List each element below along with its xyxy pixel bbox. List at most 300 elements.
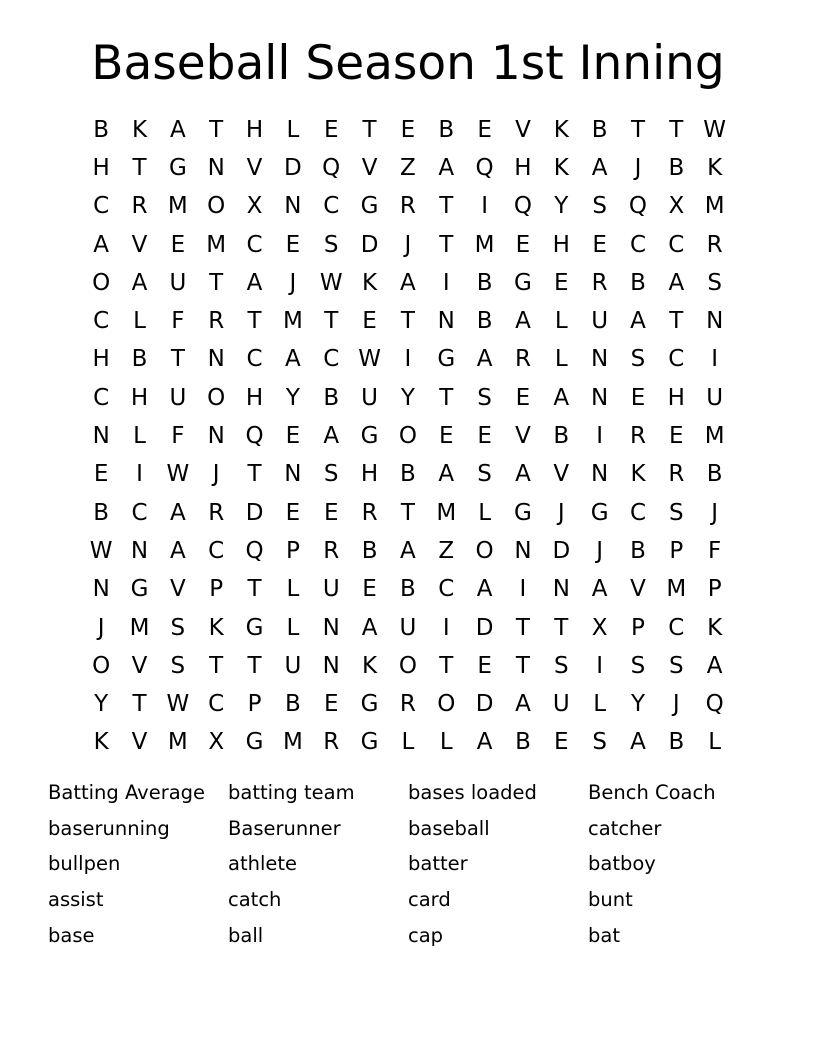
grid-letter: R <box>668 461 685 488</box>
grid-letter: A <box>591 576 608 603</box>
grid-letter: H <box>130 384 149 411</box>
grid-letter: C <box>323 193 340 220</box>
word-list-item: assist <box>48 888 104 912</box>
grid-letter: C <box>668 346 685 373</box>
grid-letter: G <box>360 691 379 718</box>
grid-letter: R <box>706 231 723 258</box>
grid-letter: E <box>400 116 416 143</box>
grid-letter: H <box>667 384 685 411</box>
grid-letter: T <box>439 652 454 679</box>
word-list-item: baseball <box>408 816 490 840</box>
grid-letter: S <box>170 614 186 641</box>
grid-letter: K <box>208 614 224 641</box>
grid-letter: N <box>591 384 609 411</box>
grid-letter: E <box>285 499 301 526</box>
grid-letter: L <box>133 308 146 335</box>
grid-letter: Y <box>400 384 415 411</box>
grid-letter: R <box>323 729 340 756</box>
grid-letter: O <box>437 691 456 718</box>
grid-letter: U <box>591 308 609 335</box>
grid-letter: T <box>515 614 530 641</box>
grid-letter: L <box>286 614 300 641</box>
grid-letter: T <box>669 308 684 335</box>
grid-letter: M <box>282 729 303 756</box>
grid-letter: A <box>169 499 186 526</box>
grid-letter: J <box>596 537 604 564</box>
word-list-item: Bench Coach <box>588 781 716 804</box>
grid-letter: T <box>439 193 454 220</box>
grid-letter: E <box>477 652 492 679</box>
grid-letter: L <box>478 499 492 526</box>
grid-letter: B <box>668 154 685 181</box>
grid-letter: X <box>668 193 685 220</box>
grid-letter: W <box>358 346 381 373</box>
grid-letter: A <box>169 537 186 564</box>
grid-letter: O <box>207 384 226 411</box>
grid-letter: B <box>591 116 608 143</box>
grid-letter: S <box>707 269 722 296</box>
grid-letter: M <box>167 729 188 756</box>
grid-letter: R <box>131 193 148 220</box>
grid-letter: Q <box>475 154 494 181</box>
grid-letter: G <box>130 576 149 603</box>
grid-letter: G <box>168 154 187 181</box>
grid-letter: A <box>476 346 493 373</box>
grid-letter: X <box>591 614 608 641</box>
grid-letter: V <box>630 576 646 603</box>
grid-letter: G <box>360 729 379 756</box>
grid-letter: A <box>131 269 148 296</box>
grid-letter: A <box>476 729 493 756</box>
grid-letter: T <box>247 652 262 679</box>
grid-letter: E <box>554 269 569 296</box>
grid-letter: N <box>92 423 110 450</box>
grid-letter: M <box>206 231 227 258</box>
grid-letter: W <box>703 116 727 143</box>
grid-letter: I <box>519 576 527 603</box>
grid-letter: D <box>475 614 494 641</box>
grid-letter: D <box>284 154 302 181</box>
grid-letter: T <box>247 576 262 603</box>
grid-letter: P <box>247 691 262 718</box>
grid-letter: E <box>669 423 684 450</box>
grid-letter: A <box>515 691 531 718</box>
grid-letter: E <box>285 231 301 258</box>
grid-letter: B <box>131 346 148 373</box>
letter-grid <box>82 111 734 762</box>
grid-letter: D <box>552 537 571 564</box>
grid-letter: A <box>706 652 723 679</box>
grid-letter: O <box>398 423 417 450</box>
grid-letter: X <box>246 193 263 220</box>
grid-letter: K <box>362 652 378 679</box>
grid-letter: I <box>404 346 412 373</box>
grid-letter: K <box>630 461 646 488</box>
grid-letter: L <box>286 116 300 143</box>
grid-letter: N <box>207 346 225 373</box>
grid-letter: Z <box>438 537 455 564</box>
word-list-item: baserunning <box>48 816 170 840</box>
grid-letter: K <box>93 729 109 756</box>
grid-letter: R <box>208 499 225 526</box>
word-list-item: card <box>408 888 451 912</box>
grid-letter: E <box>362 308 377 335</box>
grid-letter: J <box>711 499 719 526</box>
grid-letter: T <box>209 652 224 679</box>
grid-letter: N <box>284 193 302 220</box>
grid-letter: U <box>322 576 340 603</box>
grid-letter: K <box>362 269 378 296</box>
grid-letter: X <box>208 729 225 756</box>
grid-letter: J <box>212 461 220 488</box>
grid-letter: E <box>477 116 492 143</box>
grid-letter: R <box>399 691 416 718</box>
grid-letter: S <box>592 193 607 220</box>
grid-letter: G <box>437 346 456 373</box>
grid-letter: V <box>361 154 378 181</box>
grid-letter: J <box>289 269 297 296</box>
grid-letter: C <box>93 193 110 220</box>
grid-letter: P <box>209 576 224 603</box>
grid-letter: B <box>515 729 531 756</box>
grid-letter: K <box>131 116 148 143</box>
word-list-item: batting team <box>228 781 355 804</box>
grid-letter: F <box>171 308 185 335</box>
grid-letter: E <box>630 384 646 411</box>
grid-letter: N <box>591 346 609 373</box>
grid-letter: B <box>93 499 110 526</box>
grid-letter: J <box>672 691 680 718</box>
word-list-item: bat <box>588 923 620 947</box>
grid-letter: C <box>668 614 685 641</box>
grid-letter: N <box>284 461 302 488</box>
grid-letter: A <box>400 537 416 564</box>
word-list-item: batter <box>408 852 468 876</box>
grid-letter: M <box>436 499 457 526</box>
grid-letter: C <box>438 576 455 603</box>
grid-letter: O <box>92 269 111 296</box>
grid-letter: G <box>245 729 264 756</box>
grid-letter: O <box>475 537 494 564</box>
grid-letter: N <box>514 537 532 564</box>
word-list-item: bullpen <box>48 852 121 876</box>
grid-letter: V <box>515 116 531 143</box>
grid-letter: B <box>630 537 646 564</box>
grid-letter: C <box>323 346 340 373</box>
grid-letter: E <box>323 116 339 143</box>
grid-letter: S <box>323 461 339 488</box>
word-list-item: bases loaded <box>408 781 537 804</box>
grid-letter: D <box>360 231 379 258</box>
grid-letter: G <box>360 193 379 220</box>
grid-letter: G <box>590 499 609 526</box>
grid-letter: B <box>553 423 570 450</box>
grid-letter: L <box>708 729 722 756</box>
grid-letter: V <box>131 652 148 679</box>
grid-letter: O <box>92 652 111 679</box>
grid-letter: L <box>554 346 568 373</box>
grid-letter: H <box>360 461 379 488</box>
grid-letter: V <box>246 154 263 181</box>
grid-letter: N <box>322 652 340 679</box>
grid-letter: N <box>591 461 609 488</box>
grid-letter: W <box>166 691 190 718</box>
grid-letter: R <box>399 193 416 220</box>
grid-letter: U <box>552 691 570 718</box>
grid-letter: Q <box>245 537 264 564</box>
grid-letter: Y <box>630 691 646 718</box>
grid-letter: A <box>438 461 455 488</box>
grid-letter: K <box>553 116 569 143</box>
grid-letter: K <box>707 154 723 181</box>
grid-letter: B <box>630 269 646 296</box>
grid-letter: T <box>439 384 454 411</box>
grid-letter: T <box>247 308 262 335</box>
grid-letter: D <box>245 499 264 526</box>
grid-letter: W <box>319 269 343 296</box>
grid-letter: T <box>170 346 185 373</box>
grid-letter: T <box>439 231 454 258</box>
grid-letter: E <box>170 231 186 258</box>
grid-letter: K <box>553 154 569 181</box>
grid-letter: B <box>668 729 685 756</box>
grid-letter: U <box>706 384 724 411</box>
grid-letter: J <box>634 154 642 181</box>
grid-letter: T <box>554 614 569 641</box>
page-title: Baseball Season 1st Inning <box>91 36 725 91</box>
grid-letter: W <box>166 461 190 488</box>
grid-letter: C <box>246 346 263 373</box>
grid-letter: S <box>669 499 684 526</box>
grid-letter: R <box>591 269 608 296</box>
grid-letter: A <box>361 614 378 641</box>
grid-letter: F <box>708 537 722 564</box>
grid-letter: Q <box>245 423 264 450</box>
grid-letter: B <box>361 537 378 564</box>
grid-letter: C <box>668 231 685 258</box>
grid-letter: H <box>92 346 110 373</box>
grid-letter: N <box>92 576 110 603</box>
grid-letter: T <box>400 499 415 526</box>
grid-letter: V <box>553 461 570 488</box>
grid-letter: S <box>477 461 492 488</box>
grid-letter: Y <box>285 384 300 411</box>
grid-letter: L <box>401 729 415 756</box>
grid-letter: A <box>591 154 608 181</box>
grid-letter: N <box>322 614 340 641</box>
grid-letter: B <box>285 691 301 718</box>
grid-letter: N <box>130 537 149 564</box>
word-list-item: cap <box>408 923 444 947</box>
grid-letter: E <box>592 231 607 258</box>
grid-letter: I <box>596 423 604 450</box>
grid-letter: L <box>439 729 453 756</box>
grid-letter: J <box>404 231 412 258</box>
grid-letter: L <box>593 691 607 718</box>
grid-letter: T <box>362 116 377 143</box>
grid-letter: E <box>477 423 492 450</box>
grid-letter: H <box>245 116 264 143</box>
grid-letter: Q <box>705 691 724 718</box>
grid-letter: I <box>711 346 719 373</box>
grid-letter: E <box>93 461 109 488</box>
grid-letter: I <box>136 461 143 488</box>
word-list-item: Batting Average <box>48 781 206 804</box>
grid-letter: S <box>477 384 492 411</box>
grid-letter: R <box>629 423 646 450</box>
grid-letter: B <box>706 461 723 488</box>
grid-letter: B <box>438 116 455 143</box>
grid-letter: A <box>553 384 570 411</box>
grid-letter: Q <box>628 193 648 220</box>
grid-letter: S <box>323 231 339 258</box>
word-list-item: catch <box>228 888 282 912</box>
grid-letter: C <box>93 308 110 335</box>
grid-letter: U <box>169 269 187 296</box>
grid-letter: S <box>630 346 646 373</box>
grid-letter: C <box>131 499 148 526</box>
grid-letter: E <box>362 576 377 603</box>
word-list-item: catcher <box>588 816 662 840</box>
grid-letter: H <box>552 231 570 258</box>
grid-letter: V <box>515 423 531 450</box>
grid-letter: B <box>400 461 416 488</box>
grid-letter: P <box>285 537 300 564</box>
grid-letter: A <box>93 231 110 258</box>
grid-letter: M <box>282 308 303 335</box>
grid-letter: S <box>592 729 607 756</box>
grid-letter: N <box>552 576 570 603</box>
grid-letter: A <box>323 423 340 450</box>
grid-letter: B <box>93 116 110 143</box>
grid-letter: P <box>669 537 684 564</box>
grid-letter: V <box>169 576 186 603</box>
word-list <box>48 775 768 953</box>
grid-letter: U <box>169 384 187 411</box>
grid-letter: S <box>630 652 646 679</box>
word-list-item: batboy <box>588 852 656 876</box>
grid-letter: M <box>474 231 495 258</box>
grid-letter: M <box>704 193 725 220</box>
grid-letter: Z <box>400 154 416 181</box>
grid-letter: T <box>209 116 224 143</box>
grid-letter: M <box>129 614 150 641</box>
grid-letter: Q <box>322 154 341 181</box>
grid-letter: I <box>442 614 450 641</box>
grid-letter: S <box>553 652 569 679</box>
grid-letter: T <box>515 652 530 679</box>
grid-letter: M <box>167 193 188 220</box>
grid-letter: L <box>286 576 300 603</box>
grid-letter: G <box>514 269 532 296</box>
grid-letter: R <box>361 499 378 526</box>
grid-letter: W <box>89 537 113 564</box>
grid-letter: N <box>207 154 225 181</box>
grid-letter: A <box>246 269 263 296</box>
grid-letter: T <box>324 308 339 335</box>
grid-letter: C <box>208 691 225 718</box>
grid-letter: E <box>515 231 531 258</box>
grid-letter: Y <box>554 193 569 220</box>
grid-letter: J <box>97 614 105 641</box>
grid-letter: V <box>131 231 148 258</box>
grid-letter: G <box>245 614 264 641</box>
grid-letter: C <box>93 384 110 411</box>
grid-letter: A <box>515 461 531 488</box>
grid-letter: N <box>207 423 225 450</box>
grid-letter: L <box>133 423 146 450</box>
grid-letter: A <box>285 346 301 373</box>
grid-letter: C <box>208 537 225 564</box>
grid-letter: G <box>360 423 379 450</box>
grid-letter: A <box>438 154 455 181</box>
grid-letter: F <box>171 423 185 450</box>
grid-letter: A <box>668 269 685 296</box>
grid-letter: A <box>515 308 531 335</box>
grid-letter: T <box>209 269 224 296</box>
grid-letter: U <box>361 384 378 411</box>
grid-letter: V <box>131 729 148 756</box>
grid-letter: T <box>669 116 684 143</box>
grid-letter: T <box>630 116 646 143</box>
grid-letter: R <box>514 346 531 373</box>
grid-letter: E <box>438 423 454 450</box>
grid-letter: B <box>476 308 493 335</box>
grid-letter: E <box>285 423 301 450</box>
grid-letter: E <box>554 729 569 756</box>
grid-letter: T <box>132 154 147 181</box>
grid-letter: B <box>476 269 493 296</box>
grid-letter: R <box>323 537 340 564</box>
grid-letter: Q <box>513 193 532 220</box>
grid-letter: A <box>630 729 646 756</box>
grid-letter: A <box>400 269 416 296</box>
grid-letter: R <box>208 308 225 335</box>
grid-letter: H <box>514 154 532 181</box>
grid-letter: E <box>323 499 339 526</box>
grid-letter: I <box>596 652 604 679</box>
grid-letter: S <box>669 652 684 679</box>
grid-letter: P <box>707 576 722 603</box>
grid-letter: S <box>170 652 186 679</box>
grid-letter: H <box>92 154 110 181</box>
grid-letter: J <box>557 499 565 526</box>
grid-letter: I <box>442 269 450 296</box>
grid-letter: A <box>476 576 493 603</box>
grid-letter: Y <box>94 691 109 718</box>
grid-letter: U <box>399 614 417 641</box>
grid-letter: T <box>247 461 262 488</box>
grid-letter: M <box>704 423 725 450</box>
word-list-item: athlete <box>228 852 298 876</box>
grid-letter: C <box>246 231 263 258</box>
word-list-item: ball <box>228 923 264 947</box>
grid-letter: G <box>514 499 532 526</box>
grid-letter: O <box>207 193 226 220</box>
grid-letter: D <box>475 691 494 718</box>
grid-letter: C <box>629 499 647 526</box>
grid-letter: O <box>398 652 417 679</box>
grid-letter: M <box>666 576 687 603</box>
grid-letter: N <box>437 308 455 335</box>
word-list-item: base <box>48 923 95 947</box>
grid-letter: H <box>245 384 264 411</box>
grid-letter: T <box>400 308 415 335</box>
grid-letter: K <box>707 614 723 641</box>
grid-letter: P <box>631 614 645 641</box>
grid-letter: E <box>323 691 339 718</box>
grid-letter: T <box>132 691 147 718</box>
